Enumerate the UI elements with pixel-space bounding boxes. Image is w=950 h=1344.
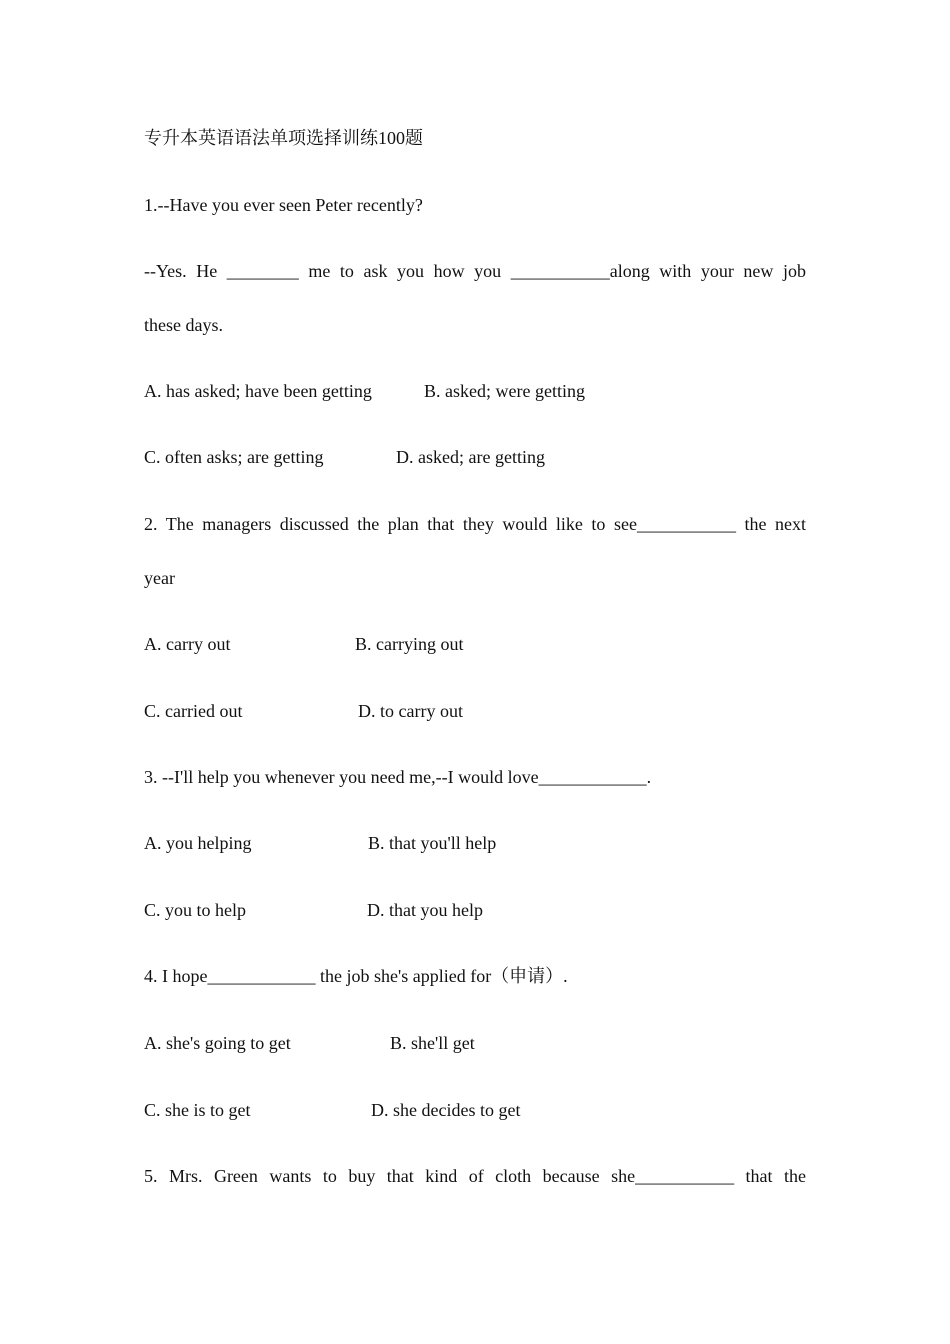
question-2-option-b[interactable]: B. carrying out [355, 634, 464, 654]
question-1-stem-line-2: --Yes. He ________ me to ask you how you ___________along with your new job [144, 261, 806, 281]
question-5-stem-line-1: 5. Mrs. Green wants to buy that kind of cloth because she___________ that the [144, 1166, 806, 1186]
question-3-option-c[interactable]: C. you to help [144, 900, 246, 920]
question-4-option-a[interactable]: A. she's going to get [144, 1033, 291, 1053]
question-4-stem-line-1: 4. I hope____________ the job she's applied for（申请）. [144, 966, 568, 986]
question-1-stem-line-1: 1.--Have you ever seen Peter recently? [144, 195, 423, 215]
question-4-option-d[interactable]: D. she decides to get [371, 1100, 521, 1120]
question-4-option-b[interactable]: B. she'll get [390, 1033, 475, 1053]
question-3-option-d[interactable]: D. that you help [367, 900, 483, 920]
question-1-option-c[interactable]: C. often asks; are getting [144, 447, 324, 467]
question-3-option-a[interactable]: A. you helping [144, 833, 252, 853]
question-1-stem-line-3: these days. [144, 315, 223, 335]
question-2-option-c[interactable]: C. carried out [144, 701, 243, 721]
question-2-stem-line-2: year [144, 568, 175, 588]
question-1-option-b[interactable]: B. asked; were getting [424, 381, 585, 401]
question-2-option-a[interactable]: A. carry out [144, 634, 231, 654]
question-2-option-d[interactable]: D. to carry out [358, 701, 463, 721]
document-title: 专升本英语语法单项选择训练100题 [144, 128, 423, 148]
question-2-stem-line-1: 2. The managers discussed the plan that they would like to see___________ the next [144, 514, 806, 534]
question-4-option-c[interactable]: C. she is to get [144, 1100, 251, 1120]
question-1-option-a[interactable]: A. has asked; have been getting [144, 381, 372, 401]
question-3-stem-line-1: 3. --I'll help you whenever you need me,--I would love____________. [144, 767, 652, 787]
question-3-option-b[interactable]: B. that you'll help [368, 833, 497, 853]
question-1-option-d[interactable]: D. asked; are getting [396, 447, 545, 467]
